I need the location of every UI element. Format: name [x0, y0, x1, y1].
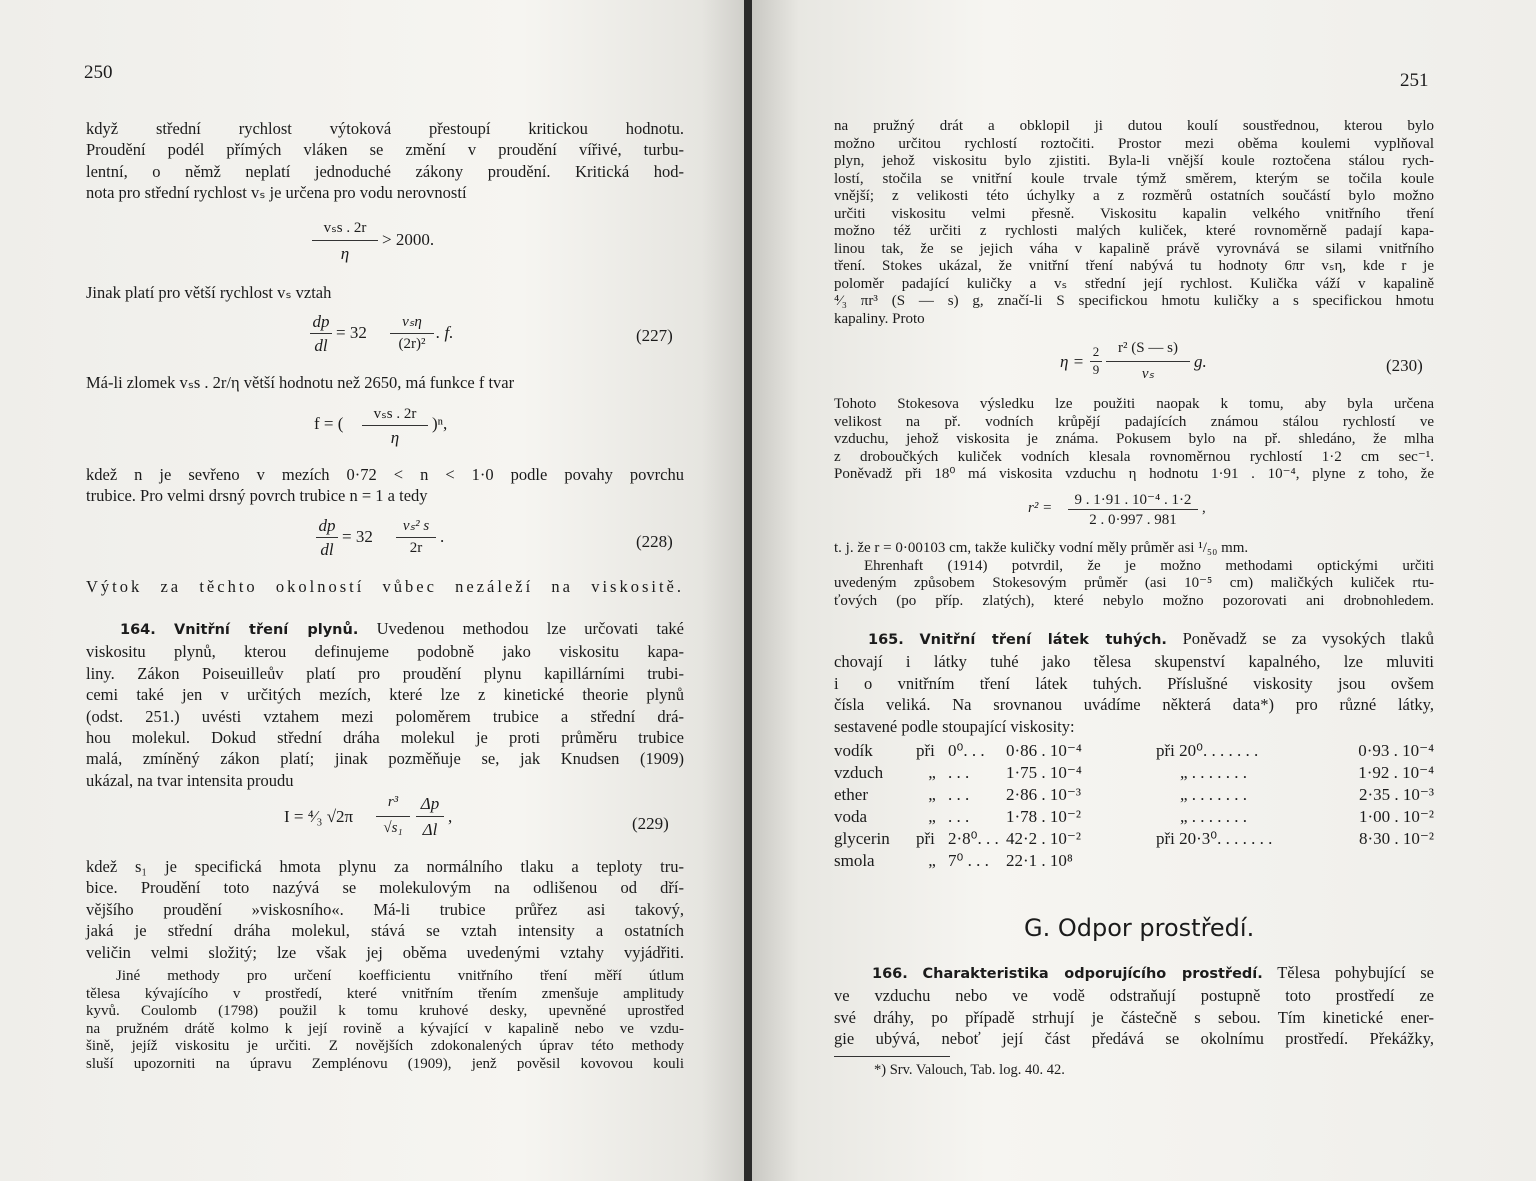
page-number: 250	[84, 62, 113, 83]
table-cell: při	[916, 829, 935, 848]
footnote: *) Srv. Valouch, Tab. log. 40. 42.	[874, 1062, 1065, 1078]
left-page	[0, 0, 746, 1181]
table-cell: glycerin	[834, 829, 890, 848]
text-line: vnější; z velikosti této úchylky a z rozměrů ostatních součástí bylo možno	[834, 188, 1434, 204]
table-row	[834, 806, 1434, 828]
table-cell: „	[928, 763, 936, 782]
text-line: plyn, jehož viskositu bylo zjistiti. Byla-li vnější koule roztočena stálou rych-	[834, 153, 1434, 169]
section-165	[834, 628, 1434, 737]
equation-lhs: η =	[1060, 352, 1085, 371]
text-line: určiti viskositu velmi přesně. Viskositu kapalin velkého vnitřního tření	[834, 205, 1434, 222]
text-line: vějšího proudění »viskosního«. Má-li trubice průřez asi takový,	[86, 899, 684, 919]
text-line: cemi také jen v určitých mezích, které lze z kinetické theorie plynů	[86, 685, 684, 705]
text-line: veličin velmi složitý; lze však jej oběma uvedenými vztahy vyjádřiti.	[86, 942, 684, 962]
fraction-denominator: (2r)²	[398, 336, 426, 352]
text-line: šině, jejíž viskositu je určiti. Z novějších zdokonalených úprav této methody	[86, 1038, 684, 1054]
fraction-bar	[316, 537, 338, 538]
equation-229	[284, 794, 484, 850]
text-line: bice. Proudění toto nazývá se molekulovým na odlišenou od dří-	[86, 878, 684, 898]
text-line: chovají i látky tuhé jako tělesa skupenství kapalného, lze mluviti	[834, 652, 1434, 672]
text-line: sluší upozorniti na úpravu Zemplénovu (1909), jenž pověsil kovovou kouli	[86, 1055, 684, 1072]
paragraph: Jinak platí pro větší rychlost vₛ vztah	[86, 283, 332, 302]
table-cell: voda	[834, 807, 868, 826]
fraction-numerator: 2	[1092, 344, 1100, 359]
table-cell: 42·2 . 10⁻²	[1006, 829, 1081, 848]
text-line: Poněvadž při 18⁰ má viskosita vzduchu η hodnotu 1·91 . 10⁻⁴, plyne z toho, že	[834, 466, 1434, 482]
equation-230	[1060, 340, 1240, 390]
paragraph	[86, 118, 684, 204]
text-line: nota pro střední rychlost vₛ je určena pro vodu nerovností	[86, 183, 467, 203]
fraction-numerator: dp	[312, 312, 330, 331]
table-row	[834, 762, 1434, 784]
text-line: kapaliny. Proto	[834, 310, 925, 327]
fraction-bar	[416, 816, 444, 817]
text-line: na pružný drát a obklopil ji dutou koulí soustřednou, kterou bylo	[834, 118, 1434, 134]
text-line: z droboučkých kuliček vodních klesala rovnoměrnou rychlostí 1·2 cm sec⁻¹.	[834, 448, 1434, 465]
equation-tail: ,	[448, 807, 453, 826]
text-line: když střední rychlost výtoková přestoupí kritickou hodnotu.	[86, 119, 684, 138]
fraction-denominator: dl	[320, 540, 334, 559]
fraction-bar	[376, 816, 410, 817]
table-cell: 22·1 . 10⁸	[1006, 851, 1073, 870]
table-cell: „	[928, 785, 936, 804]
small-paragraph	[834, 396, 1434, 484]
fraction-numerator: vₛs . 2r	[323, 220, 367, 236]
text-line: čísla veliká. Na srovnanou uvádíme některá data*) pro různé látky,	[834, 695, 1434, 715]
fraction-numerator: 9 . 1·91 . 10⁻⁴ . 1·2	[1074, 492, 1192, 508]
fraction-denominator: η	[340, 244, 350, 263]
equation-number: (230)	[1386, 356, 1423, 375]
text-line: tělesa kývajícího v prostředí, které vnitřním třením zmenšuje amplitudy	[86, 985, 684, 1002]
fraction-denominator: 2r	[409, 540, 423, 556]
table-cell: . . .	[948, 763, 970, 782]
text-line: kyvů. Coulomb (1798) použil k tomu kruhové desky, upevněné uprostřed	[86, 1003, 684, 1019]
text-run: Poněvadž se za vysokých tlaků	[1182, 629, 1435, 648]
equation-tail: ,	[1202, 500, 1206, 516]
section-heading-G: G. Odpor prostředí.	[1024, 914, 1255, 942]
small-paragraph	[86, 968, 684, 1073]
section-166	[834, 962, 1434, 1050]
text-line: Má-li zlomek vₛs . 2r/η větší hodnotu než 2650, má funkce f tvar	[86, 373, 515, 392]
text-line: Jiné methody pro určení koefficientu vnitřního tření měří útlum	[116, 968, 684, 984]
text-line: kdež n je sevřeno v mezích 0·72 < n < 1·0 podle povahy povrchu	[86, 465, 684, 484]
table-cell	[1312, 850, 1434, 872]
text-line: ukázal, na tvar intensita proudu	[86, 770, 294, 790]
section-title: Charakteristika odporujícího prostředí.	[922, 966, 1263, 982]
section-number: 164.	[120, 622, 156, 638]
table-cell: při 20·3⁰. . . . . . .	[1156, 829, 1273, 848]
section-number: 165.	[868, 632, 904, 648]
text-line: velikost na př. vodních krůpějí padajících známou stálou rychlostí ve	[834, 413, 1434, 430]
table-cell: „	[928, 851, 936, 870]
small-paragraph	[834, 118, 1434, 328]
table-cell: při	[916, 741, 935, 760]
footnote-rule	[834, 1056, 950, 1057]
paragraph	[86, 856, 684, 963]
table-cell: . . .	[948, 807, 970, 826]
fraction-bar	[362, 425, 428, 426]
table-cell: ether	[834, 785, 868, 804]
fraction-bar	[1068, 509, 1198, 510]
text-line: malá, zmíněný zákon platí; jinak pozměňuje se, jak Knudsen (1909)	[86, 749, 684, 769]
text-line: kdež s₁ je specifická hmota plynu za normálního tlaku a teploty tru-	[86, 857, 684, 876]
equation-rhs: )ⁿ,	[432, 414, 448, 433]
table-cell: smola	[834, 851, 875, 870]
text-line: lostí, stočila se vnitřní koule trvale týmž směrem, kterým se točila koule	[834, 170, 1434, 187]
equation-lhs: I = ⁴⁄₃ √2π	[284, 807, 354, 826]
table-row	[834, 850, 1434, 872]
table-cell: při 20⁰. . . . . . .	[1156, 741, 1259, 760]
right-page	[752, 0, 1536, 1181]
fraction-numerator: Δp	[420, 794, 440, 813]
section-number: 166.	[872, 966, 908, 982]
equation-r-squared	[1028, 490, 1248, 538]
table-cell: „ . . . . . . .	[1180, 807, 1248, 826]
table-cell: 1·75 . 10⁻⁴	[1006, 763, 1082, 782]
paragraph	[86, 576, 684, 597]
text-line: linou tak, že se jejich váha v kapalině právě vyrovnává se silami vnitřního	[834, 240, 1434, 257]
page-number: 251	[1400, 70, 1429, 91]
text-line: sestavené podle stoupající viskosity:	[834, 716, 1075, 736]
text-line: ťových (po příp. zlatých), které nebylo možno pozorovati ani drobnohledem.	[834, 592, 1434, 609]
equation-number: (227)	[636, 326, 673, 345]
equation-number: (229)	[632, 814, 669, 833]
fraction-numerator: r² (S — s)	[1118, 340, 1178, 356]
text-line: ⁴⁄₃ πr³ (S — s) g, značí-li S specifickou hmotu kuličky a s specifickou hmotu	[834, 293, 1434, 309]
fraction-bar	[396, 537, 436, 538]
fraction-bar	[390, 333, 434, 334]
fraction-numerator: dp	[318, 516, 336, 535]
text-line: t. j. že r = 0·00103 cm, takže kuličky vodní měly průměr asi ¹/₅₀ mm.	[834, 540, 1249, 556]
text-line	[834, 962, 1434, 985]
equation-228	[316, 516, 516, 566]
fraction-denominator: Δl	[422, 820, 438, 839]
table-row	[834, 828, 1434, 850]
fraction-denominator: 2 . 0·997 . 981	[1089, 512, 1177, 528]
text-run: Uvedenou methodou lze určovati také	[376, 619, 685, 638]
fraction-denominator: √s₁	[383, 820, 403, 836]
fraction-denominator: η	[390, 428, 400, 447]
text-line: možno též určiti z rychlosti malých kuliček, které rovnoměrně padají kapa-	[834, 223, 1434, 239]
fraction-numerator: vₛη	[402, 314, 422, 330]
equation-lhs: f = (	[314, 414, 344, 433]
text-line: gie ubývá, neboť její část předává se okolnímu prostředí. Překážky,	[834, 1029, 1434, 1049]
text-line: Proudění podél přímých vláken se změní v proudění vířivé, turbu-	[86, 140, 684, 160]
fraction-bar	[1106, 361, 1190, 362]
viscosity-table	[834, 740, 1434, 872]
equation-mid: = 32	[336, 323, 367, 342]
text-line: uvedeným způsobem Stokesovým průměr (asi 10⁻⁵ cm) maličkých kuliček rtu-	[834, 575, 1434, 591]
text-line	[834, 628, 1434, 651]
table-cell: „	[928, 807, 936, 826]
fraction-denominator: vₛ	[1141, 366, 1155, 382]
table-cell: 1·00 . 10⁻²	[1359, 807, 1434, 826]
table-cell: 7⁰ . . .	[948, 851, 989, 870]
text-line: vzduchu, jehož viskosita je známa. Pokusem bylo na př. shledáno, že mlha	[834, 431, 1434, 447]
inequality-rhs: > 2000.	[382, 230, 435, 249]
text-line: viskositu plynů, kterou definujeme podobně jako viskositu kapa-	[86, 642, 684, 662]
section-title: Vnitřní tření plynů.	[174, 622, 359, 638]
table-cell: . . .	[948, 785, 970, 804]
table-cell: 0⁰. . .	[948, 741, 985, 760]
table-cell: 8·30 . 10⁻²	[1359, 829, 1434, 848]
section-164	[86, 618, 684, 791]
text-line: Ehrenhaft (1914) potvrdil, že je možno methodami optickými určiti	[864, 557, 1434, 574]
fraction-numerator: vₛs . 2r	[373, 406, 417, 422]
text-line: i o vnitřním tření látek tuhých. Příslušné viskosity jsou ovšem	[834, 673, 1434, 693]
table-cell: vzduch	[834, 763, 884, 782]
equation-tail: . f.	[436, 323, 454, 342]
text-line	[86, 618, 684, 641]
paragraph	[86, 372, 684, 393]
table-cell: 2·86 . 10⁻³	[1006, 785, 1081, 804]
table-cell: 2·8⁰. . .	[948, 829, 999, 848]
fraction-bar	[310, 333, 332, 334]
text-line: (odst. 251.) uvésti vztahem mezi poloměrem trubice a střední drá-	[86, 706, 684, 726]
equation-f	[314, 404, 474, 454]
text-line: jaká je střední dráha molekul, stává se vztah intensity a ostatních	[86, 921, 684, 941]
equation-tail: g.	[1194, 352, 1207, 371]
text-line: možno určitou rychlostí roztočiti. Prostor mezi oběma koulemi vyplňoval	[834, 135, 1434, 152]
table-row	[834, 740, 1434, 762]
table-cell: 1·92 . 10⁻⁴	[1358, 763, 1434, 782]
text-line: poloměr padající kuličky a vₛ střední její rychlost. Kulička váží v kapalině	[834, 275, 1434, 292]
equation-lhs: r² =	[1028, 500, 1053, 516]
table-cell: „ . . . . . . .	[1180, 785, 1248, 804]
small-paragraph	[834, 540, 1434, 610]
equation-number: (228)	[636, 532, 673, 551]
fraction-denominator: dl	[314, 336, 328, 355]
table-row	[834, 784, 1434, 806]
paragraph	[86, 464, 684, 507]
fraction-bar	[312, 240, 378, 241]
table-cell: 1·78 . 10⁻²	[1006, 807, 1081, 826]
text-line: trubice. Pro velmi drsný povrch trubice n = 1 a tedy	[86, 486, 428, 506]
text-run: Tělesa pohybující se	[1277, 963, 1434, 982]
fraction-denominator: 9	[1092, 362, 1100, 377]
section-title: Vnitřní tření látek tuhých.	[919, 632, 1167, 648]
table-cell	[1136, 850, 1312, 872]
text-line: ve vzduchu nebo ve vodě odstraňují postupně toto prostředí ze	[834, 986, 1434, 1006]
table-cell: 2·35 . 10⁻³	[1359, 785, 1434, 804]
table-cell: vodík	[834, 741, 873, 760]
table-cell: 0·86 . 10⁻⁴	[1006, 741, 1082, 760]
equation-mid: = 32	[342, 527, 373, 546]
table-cell: „ . . . . . . .	[1180, 763, 1248, 782]
fraction-numerator: vₛ² s	[402, 518, 430, 534]
fraction-numerator: r³	[387, 794, 399, 810]
equation-227	[310, 312, 690, 362]
text-line: Výtok za těchto okolností vůbec nezáleží na viskositě.	[86, 577, 684, 596]
text-line: své dráhy, po případě strhují je částečně s sebou. Tím kinetické ener-	[834, 1007, 1434, 1027]
table-cell: 0·93 . 10⁻⁴	[1358, 741, 1434, 760]
text-line: liny. Zákon Poiseuilleův platí pro proudění plynu kapillárními trubi-	[86, 663, 684, 683]
text-line: Tohoto Stokesova výsledku lze použiti naopak k tomu, aby byla určena	[834, 396, 1434, 412]
text-line: hou molekul. Dokud střední dráha molekul je proti průměru trubice	[86, 728, 684, 748]
text-line: lentní, o němž neplatí jednoduché zákony proudění. Kritická hod-	[86, 161, 684, 181]
equation-tail: .	[440, 527, 445, 546]
text-line: tření. Stokes ukázal, že vnitřní tření nabývá tu hodnoty 6πr vₛη, kde r je	[834, 258, 1434, 274]
text-line: na pružném drátě kolmo k její rovině a kývající v kapalině nebo ve vzdu-	[86, 1020, 684, 1037]
